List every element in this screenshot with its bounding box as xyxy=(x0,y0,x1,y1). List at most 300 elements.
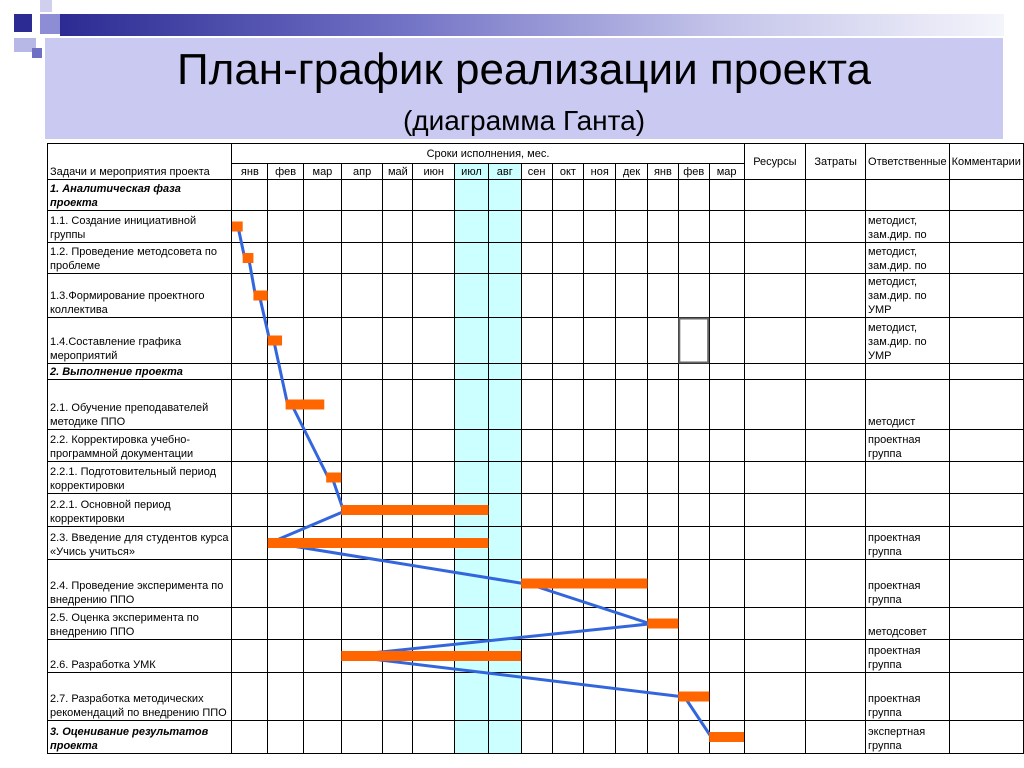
month-header-7: авг xyxy=(488,164,521,180)
month-cell xyxy=(521,430,552,462)
month-cell xyxy=(455,608,489,640)
month-cell xyxy=(413,318,455,364)
month-cell xyxy=(488,364,521,380)
table-row xyxy=(48,274,1024,318)
month-cell xyxy=(455,274,489,318)
month-cell xyxy=(383,364,413,380)
deco-square-5 xyxy=(32,48,42,58)
month-cell xyxy=(232,274,268,318)
month-cell xyxy=(341,243,383,274)
month-cell xyxy=(678,560,709,608)
month-cell xyxy=(304,721,342,754)
month-cell xyxy=(647,494,678,527)
month-cell xyxy=(232,211,268,243)
deco-square-2 xyxy=(40,14,60,34)
month-cell xyxy=(709,560,744,608)
month-cell xyxy=(616,608,648,640)
responsible-cell: проектная группа xyxy=(866,430,950,462)
month-cell xyxy=(268,180,304,211)
task-cell: 2.2.1. Подготовительный период корректировки xyxy=(48,462,232,494)
costs-cell xyxy=(806,180,866,211)
month-cell xyxy=(232,364,268,380)
month-cell xyxy=(678,274,709,318)
comments-cell xyxy=(949,608,1023,640)
month-cell xyxy=(383,243,413,274)
month-cell xyxy=(455,494,489,527)
month-cell xyxy=(647,274,678,318)
month-cell xyxy=(232,318,268,364)
costs-cell xyxy=(806,364,866,380)
month-cell xyxy=(232,721,268,754)
month-cell xyxy=(647,560,678,608)
table-row xyxy=(48,380,1024,430)
month-cell xyxy=(383,180,413,211)
table-row xyxy=(48,430,1024,462)
month-cell xyxy=(678,430,709,462)
costs-cell xyxy=(806,211,866,243)
month-cell xyxy=(521,211,552,243)
month-cell xyxy=(616,673,648,721)
month-cell xyxy=(647,721,678,754)
month-cell xyxy=(584,318,616,364)
month-cell xyxy=(678,180,709,211)
month-cell xyxy=(383,527,413,560)
month-cell xyxy=(678,211,709,243)
month-cell xyxy=(232,608,268,640)
month-cell xyxy=(413,527,455,560)
month-cell xyxy=(584,430,616,462)
month-cell xyxy=(488,673,521,721)
month-cell xyxy=(584,608,616,640)
resources-cell xyxy=(744,721,806,754)
task-cell: 2.7. Разработка методических рекомендаций по внедрению ППО xyxy=(48,673,232,721)
month-cell xyxy=(383,673,413,721)
month-cell xyxy=(455,211,489,243)
month-cell xyxy=(304,380,342,430)
month-cell xyxy=(304,527,342,560)
month-cell xyxy=(616,380,648,430)
table-row xyxy=(48,494,1024,527)
month-cell xyxy=(232,380,268,430)
month-cell xyxy=(232,462,268,494)
resources-cell xyxy=(744,527,806,560)
comments-cell xyxy=(949,640,1023,673)
month-cell xyxy=(709,180,744,211)
month-cell xyxy=(647,318,678,364)
comments-cell xyxy=(949,721,1023,754)
comments-cell xyxy=(949,494,1023,527)
month-cell xyxy=(304,243,342,274)
month-cell xyxy=(488,380,521,430)
task-cell: 2.6. Разработка УМК xyxy=(48,640,232,673)
month-cell xyxy=(521,673,552,721)
month-cell xyxy=(709,640,744,673)
month-cell xyxy=(341,673,383,721)
table-row xyxy=(48,721,1024,754)
month-cell xyxy=(678,527,709,560)
costs-cell xyxy=(806,673,866,721)
task-cell: 2.3. Введение для студентов курса «Учись учиться» xyxy=(48,527,232,560)
month-cell xyxy=(552,640,584,673)
month-cell xyxy=(232,560,268,608)
month-cell xyxy=(647,608,678,640)
month-cell xyxy=(268,560,304,608)
month-cell xyxy=(232,640,268,673)
month-cell xyxy=(552,721,584,754)
month-cell xyxy=(304,180,342,211)
month-cell xyxy=(304,640,342,673)
month-cell xyxy=(552,364,584,380)
task-cell: 2.2.1. Основной период корректировки xyxy=(48,494,232,527)
month-cell xyxy=(709,721,744,754)
month-cell xyxy=(413,180,455,211)
month-cell xyxy=(455,364,489,380)
month-cell xyxy=(709,380,744,430)
month-cell xyxy=(584,494,616,527)
month-cell xyxy=(383,430,413,462)
header-gradient-bar xyxy=(60,14,1004,36)
month-cell xyxy=(584,211,616,243)
header-tasks: Задачи и мероприятия проекта xyxy=(48,144,232,180)
responsible-cell: методист, зам.дир. по УМР xyxy=(866,274,950,318)
month-cell xyxy=(584,721,616,754)
month-cell xyxy=(413,640,455,673)
month-header-1: фев xyxy=(268,164,304,180)
month-cell xyxy=(709,494,744,527)
month-cell xyxy=(552,380,584,430)
page-title: План-график реализации проекта xyxy=(177,45,871,94)
month-cell xyxy=(341,380,383,430)
month-cell xyxy=(268,380,304,430)
month-cell xyxy=(488,318,521,364)
month-cell xyxy=(647,673,678,721)
comments-cell xyxy=(949,274,1023,318)
table-row xyxy=(48,211,1024,243)
month-cell xyxy=(383,462,413,494)
month-cell xyxy=(616,364,648,380)
month-cell xyxy=(383,494,413,527)
responsible-cell: проектная группа xyxy=(866,527,950,560)
month-header-11: дек xyxy=(616,164,648,180)
header-responsible: Ответственные xyxy=(866,144,950,180)
costs-cell xyxy=(806,243,866,274)
comments-cell xyxy=(949,462,1023,494)
resources-cell xyxy=(744,640,806,673)
month-cell xyxy=(304,364,342,380)
comments-cell xyxy=(949,430,1023,462)
responsible-cell xyxy=(866,180,950,211)
header-comments: Комментарии xyxy=(949,144,1023,180)
month-cell xyxy=(383,380,413,430)
month-cell xyxy=(678,462,709,494)
header-period: Сроки исполнения, мес. xyxy=(232,144,744,164)
month-cell xyxy=(552,608,584,640)
comments-cell xyxy=(949,527,1023,560)
month-cell xyxy=(552,494,584,527)
month-cell xyxy=(616,640,648,673)
month-cell xyxy=(488,494,521,527)
month-cell xyxy=(521,180,552,211)
month-cell xyxy=(455,430,489,462)
costs-cell xyxy=(806,318,866,364)
month-cell xyxy=(647,180,678,211)
month-cell xyxy=(647,527,678,560)
responsible-cell: проектная группа xyxy=(866,640,950,673)
month-cell xyxy=(304,211,342,243)
month-cell xyxy=(584,364,616,380)
comments-cell xyxy=(949,364,1023,380)
deco-square-3 xyxy=(40,0,52,12)
month-cell xyxy=(341,721,383,754)
header-costs: Затраты xyxy=(806,144,866,180)
month-cell xyxy=(678,608,709,640)
page-subtitle: (диаграмма Ганта) xyxy=(402,105,646,136)
month-cell xyxy=(341,462,383,494)
month-cell xyxy=(488,721,521,754)
month-cell xyxy=(521,274,552,318)
month-cell xyxy=(709,430,744,462)
month-cell xyxy=(584,527,616,560)
month-cell xyxy=(521,243,552,274)
month-cell xyxy=(383,274,413,318)
month-cell xyxy=(413,494,455,527)
month-cell xyxy=(488,180,521,211)
comments-cell xyxy=(949,243,1023,274)
month-cell xyxy=(232,180,268,211)
costs-cell xyxy=(806,608,866,640)
month-header-0: янв xyxy=(232,164,268,180)
month-cell xyxy=(413,430,455,462)
month-cell xyxy=(584,640,616,673)
month-cell xyxy=(455,318,489,364)
month-cell xyxy=(552,318,584,364)
resources-cell xyxy=(744,211,806,243)
month-cell xyxy=(616,274,648,318)
month-cell xyxy=(521,640,552,673)
month-header-10: ноя xyxy=(584,164,616,180)
month-cell xyxy=(678,640,709,673)
month-cell xyxy=(488,430,521,462)
month-cell xyxy=(341,364,383,380)
month-cell xyxy=(341,494,383,527)
month-cell xyxy=(521,380,552,430)
month-cell xyxy=(616,318,648,364)
month-cell xyxy=(709,211,744,243)
month-cell xyxy=(268,527,304,560)
table-row xyxy=(48,527,1024,560)
month-cell xyxy=(709,673,744,721)
month-cell xyxy=(552,274,584,318)
table-row xyxy=(48,318,1024,364)
month-cell xyxy=(521,527,552,560)
month-cell xyxy=(678,673,709,721)
month-cell xyxy=(647,430,678,462)
month-cell xyxy=(413,721,455,754)
month-header-2: мар xyxy=(304,164,342,180)
month-cell xyxy=(413,608,455,640)
month-cell xyxy=(413,211,455,243)
month-cell xyxy=(455,380,489,430)
month-cell xyxy=(552,211,584,243)
month-cell xyxy=(488,243,521,274)
month-cell xyxy=(341,527,383,560)
costs-cell xyxy=(806,560,866,608)
month-cell xyxy=(455,560,489,608)
month-cell xyxy=(268,640,304,673)
month-cell xyxy=(268,608,304,640)
month-cell xyxy=(455,673,489,721)
task-cell: 1.4.Составление графика мероприятий xyxy=(48,318,232,364)
month-cell xyxy=(709,527,744,560)
task-cell: 3. Оценивание результатов проекта xyxy=(48,721,232,754)
table-row xyxy=(48,673,1024,721)
month-cell xyxy=(678,494,709,527)
month-cell xyxy=(521,318,552,364)
task-cell: 1.3.Формирование проектного коллектива xyxy=(48,274,232,318)
month-header-5: июн xyxy=(413,164,455,180)
month-cell xyxy=(268,673,304,721)
month-cell xyxy=(488,462,521,494)
gantt-table xyxy=(47,143,1024,754)
month-cell xyxy=(268,430,304,462)
month-cell xyxy=(678,364,709,380)
costs-cell xyxy=(806,380,866,430)
task-cell: 2. Выполнение проекта xyxy=(48,364,232,380)
resources-cell xyxy=(744,462,806,494)
responsible-cell: проектная группа xyxy=(866,673,950,721)
responsible-cell: методсовет xyxy=(866,608,950,640)
comments-cell xyxy=(949,380,1023,430)
month-cell xyxy=(678,380,709,430)
table-row xyxy=(48,640,1024,673)
month-cell xyxy=(616,494,648,527)
resources-cell xyxy=(744,673,806,721)
task-cell: 1.1. Создание инициативной группы xyxy=(48,211,232,243)
resources-cell xyxy=(744,430,806,462)
month-cell xyxy=(413,673,455,721)
month-cell xyxy=(521,364,552,380)
table-row xyxy=(48,243,1024,274)
month-cell xyxy=(709,318,744,364)
month-cell xyxy=(304,318,342,364)
month-cell xyxy=(304,673,342,721)
month-cell xyxy=(678,721,709,754)
month-cell xyxy=(488,527,521,560)
resources-cell xyxy=(744,608,806,640)
month-cell xyxy=(304,430,342,462)
month-cell xyxy=(488,274,521,318)
responsible-cell: экспертная группа xyxy=(866,721,950,754)
month-cell xyxy=(488,560,521,608)
month-cell xyxy=(455,462,489,494)
month-cell xyxy=(341,608,383,640)
month-cell xyxy=(584,180,616,211)
deco-square-1 xyxy=(14,14,32,32)
month-cell xyxy=(383,608,413,640)
month-cell xyxy=(521,721,552,754)
month-cell xyxy=(552,673,584,721)
month-cell xyxy=(341,318,383,364)
month-cell xyxy=(709,274,744,318)
comments-cell xyxy=(949,211,1023,243)
month-header-4: май xyxy=(383,164,413,180)
costs-cell xyxy=(806,721,866,754)
month-cell xyxy=(304,494,342,527)
month-cell xyxy=(232,673,268,721)
resources-cell xyxy=(744,364,806,380)
month-cell xyxy=(341,180,383,211)
month-cell xyxy=(341,274,383,318)
month-cell xyxy=(709,243,744,274)
month-header-14: мар xyxy=(709,164,744,180)
month-cell xyxy=(584,560,616,608)
month-cell xyxy=(413,274,455,318)
responsible-cell: проектная группа xyxy=(866,560,950,608)
month-cell xyxy=(584,462,616,494)
costs-cell xyxy=(806,494,866,527)
month-cell xyxy=(268,211,304,243)
month-cell xyxy=(341,211,383,243)
table-row xyxy=(48,560,1024,608)
resources-cell xyxy=(744,380,806,430)
table-row xyxy=(48,462,1024,494)
month-cell xyxy=(455,640,489,673)
month-cell xyxy=(647,462,678,494)
month-cell xyxy=(552,243,584,274)
month-cell xyxy=(268,243,304,274)
month-cell xyxy=(268,721,304,754)
responsible-cell: методист, зам.дир. по xyxy=(866,211,950,243)
costs-cell xyxy=(806,640,866,673)
month-cell xyxy=(232,494,268,527)
resources-cell xyxy=(744,560,806,608)
month-cell xyxy=(552,462,584,494)
month-cell xyxy=(584,243,616,274)
month-cell xyxy=(413,462,455,494)
month-cell xyxy=(232,527,268,560)
month-cell xyxy=(383,560,413,608)
month-cell xyxy=(488,640,521,673)
month-cell xyxy=(455,180,489,211)
month-cell xyxy=(488,211,521,243)
month-cell xyxy=(584,380,616,430)
month-cell xyxy=(647,380,678,430)
month-cell xyxy=(584,274,616,318)
month-cell xyxy=(616,560,648,608)
month-header-6: июл xyxy=(455,164,489,180)
task-cell: 1.2. Проведение методсовета по проблеме xyxy=(48,243,232,274)
month-cell xyxy=(383,211,413,243)
month-cell xyxy=(616,180,648,211)
costs-cell xyxy=(806,527,866,560)
task-cell: 2.1. Обучение преподавателей методике ППО xyxy=(48,380,232,430)
month-cell xyxy=(584,673,616,721)
month-cell xyxy=(268,462,304,494)
table-row xyxy=(48,608,1024,640)
month-cell xyxy=(616,243,648,274)
month-cell xyxy=(383,721,413,754)
month-cell xyxy=(647,211,678,243)
month-header-9: окт xyxy=(552,164,584,180)
month-cell xyxy=(552,527,584,560)
month-cell xyxy=(488,608,521,640)
comments-cell xyxy=(949,673,1023,721)
month-header-13: фев xyxy=(678,164,709,180)
table-row xyxy=(48,364,1024,380)
responsible-cell: методист, зам.дир. по УМР xyxy=(866,318,950,364)
month-cell xyxy=(647,364,678,380)
resources-cell xyxy=(744,274,806,318)
